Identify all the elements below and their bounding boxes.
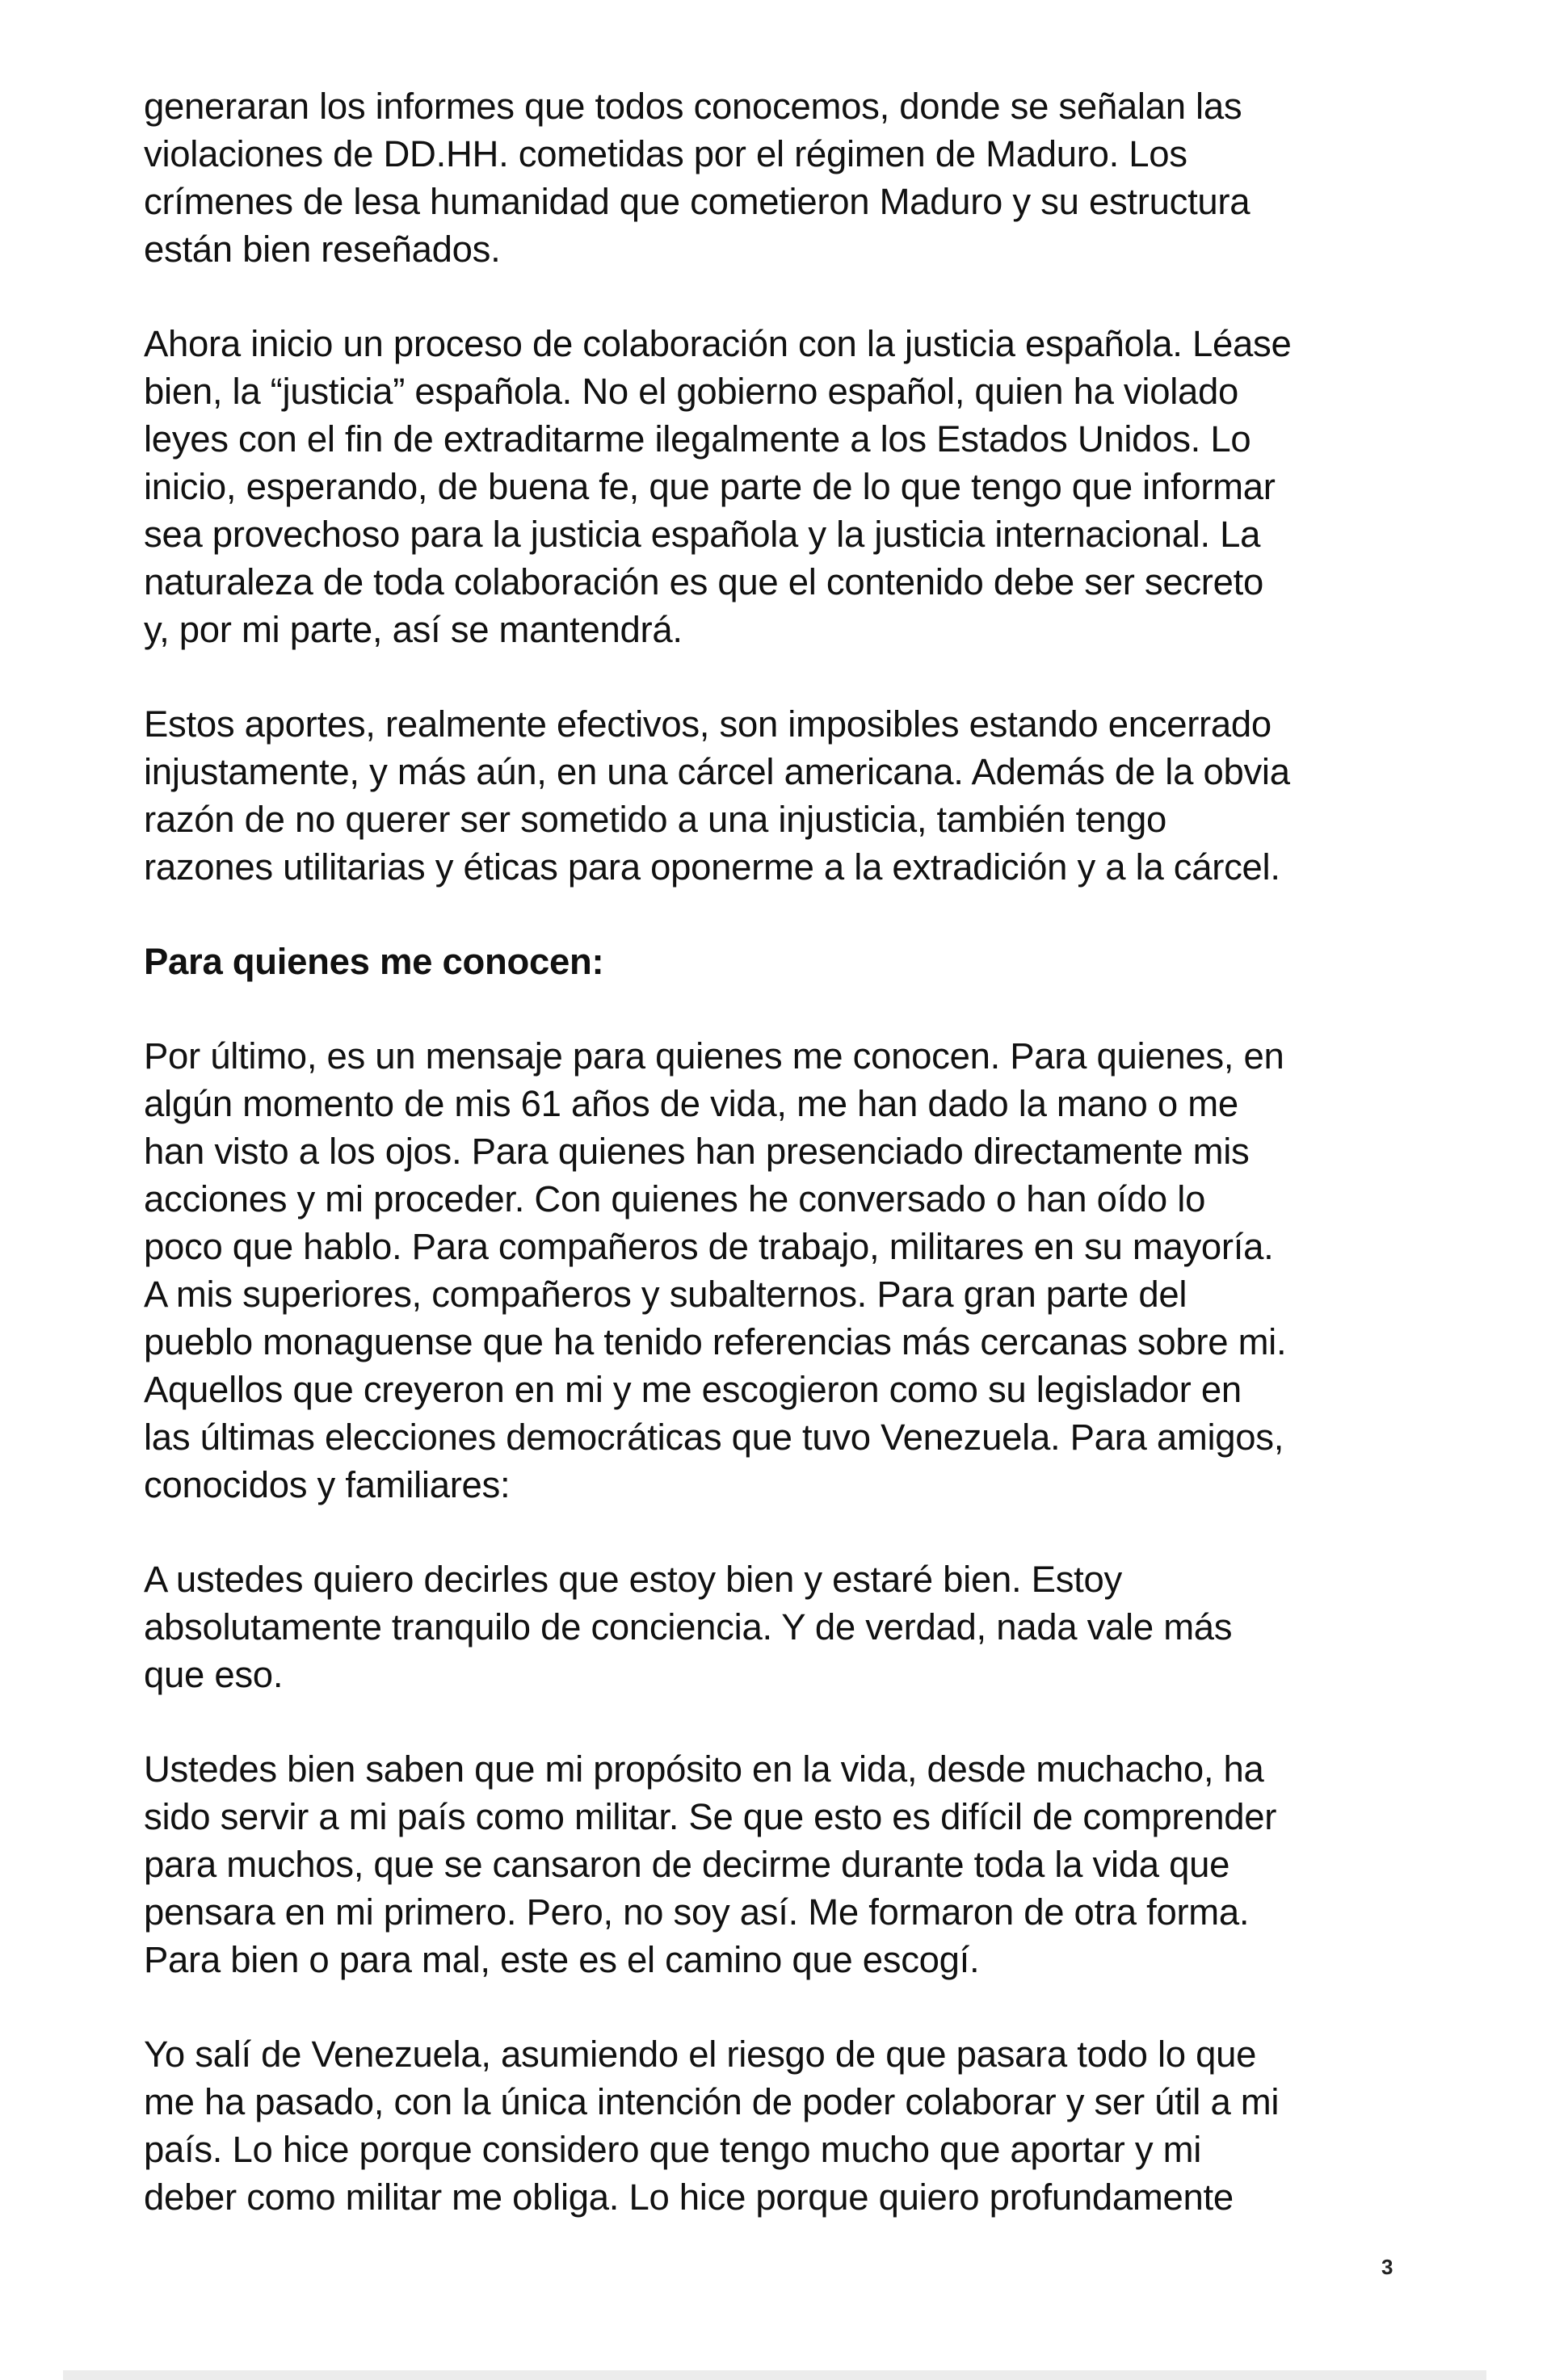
page-bottom-edge <box>63 2370 1486 2380</box>
text-line: me ha pasado, con la única intención de poder colaborar y ser útil a mi <box>144 2081 1280 2122</box>
text-line: están bien reseñados. <box>144 229 501 270</box>
text-line: naturaleza de toda colaboración es que el contenido debe ser secreto <box>144 561 1264 602</box>
text-line: bien, la “justicia” española. No el gobierno español, quien ha violado <box>144 371 1239 412</box>
text-line: deber como militar me obliga. Lo hice porque quiero profundamente <box>144 2176 1234 2218</box>
text-line: las últimas elecciones democráticas que tuvo Venezuela. Para amigos, <box>144 1417 1284 1458</box>
paragraph-3 <box>144 700 1436 891</box>
text-line: conocidos y familiares: <box>144 1464 511 1505</box>
paragraph-6 <box>144 1745 1436 1983</box>
text-line: Ustedes bien saben que mi propósito en la vida, desde muchacho, ha <box>144 1748 1264 1790</box>
text-line: país. Lo hice porque considero que tengo mucho que aportar y mi <box>144 2129 1202 2170</box>
text-line: Aquellos que creyeron en mi y me escogieron como su legislador en <box>144 1369 1242 1410</box>
text-line: y, por mi parte, así se mantendrá. <box>144 609 683 650</box>
text-line: Para bien o para mal, este es el camino que escogí. <box>144 1939 980 1980</box>
text-line: pueblo monaguense que ha tenido referencias más cercanas sobre mi. <box>144 1321 1287 1362</box>
text-line: sido servir a mi país como militar. Se que esto es difícil de comprender <box>144 1796 1277 1837</box>
text-line: sea provechoso para la justicia española y la justicia internacional. La <box>144 514 1261 555</box>
section-heading: Para quienes me conocen: <box>144 941 604 982</box>
paragraph-2 <box>144 320 1436 653</box>
text-line: Estos aportes, realmente efectivos, son imposibles estando encerrado <box>144 703 1271 745</box>
text-line: razones utilitarias y éticas para oponerme a la extradición y a la cárcel. <box>144 846 1280 888</box>
text-line: inicio, esperando, de buena fe, que parte de lo que tengo que informar <box>144 466 1276 507</box>
text-line: absolutamente tranquilo de conciencia. Y de verdad, nada vale más <box>144 1606 1233 1648</box>
text-line: A mis superiores, compañeros y subalternos. Para gran parte del <box>144 1274 1187 1315</box>
text-line: han visto a los ojos. Para quienes han presenciado directamente mis <box>144 1131 1250 1172</box>
paragraph-5 <box>144 1555 1436 1698</box>
text-line: para muchos, que se cansaron de decirme durante toda la vida que <box>144 1844 1230 1885</box>
text-line: Ahora inicio un proceso de colaboración con la justicia española. Léase <box>144 323 1292 364</box>
document-body <box>144 82 1436 2268</box>
text-line: poco que hablo. Para compañeros de trabajo, militares en su mayoría. <box>144 1226 1274 1267</box>
text-line: injustamente, y más aún, en una cárcel americana. Además de la obvia <box>144 751 1290 792</box>
text-line: Por último, es un mensaje para quienes me conocen. Para quienes, en <box>144 1035 1284 1077</box>
text-line: violaciones de DD.HH. cometidas por el régimen de Maduro. Los <box>144 133 1187 174</box>
text-line: pensara en mi primero. Pero, no soy así. Me formaron de otra forma. <box>144 1891 1250 1933</box>
text-line: crímenes de lesa humanidad que cometieron Maduro y su estructura <box>144 181 1250 222</box>
paragraph-4 <box>144 1032 1436 1509</box>
text-line: razón de no querer ser sometido a una injusticia, también tengo <box>144 799 1166 840</box>
paragraph-1 <box>144 82 1436 273</box>
text-line: generaran los informes que todos conocemos, donde se señalan las <box>144 86 1242 127</box>
text-line: que eso. <box>144 1654 284 1695</box>
text-line: algún momento de mis 61 años de vida, me han dado la mano o me <box>144 1083 1238 1124</box>
text-line: leyes con el fin de extraditarme ilegalmente a los Estados Unidos. Lo <box>144 418 1251 460</box>
page-number: 3 <box>1381 2255 1393 2279</box>
text-line: acciones y mi proceder. Con quienes he conversado o han oído lo <box>144 1178 1206 1219</box>
paragraph-7 <box>144 2030 1436 2221</box>
text-line: A ustedes quiero decirles que estoy bien y estaré bien. Estoy <box>144 1559 1122 1600</box>
text-line: Yo salí de Venezuela, asumiendo el riesgo de que pasara todo lo que <box>144 2034 1257 2075</box>
